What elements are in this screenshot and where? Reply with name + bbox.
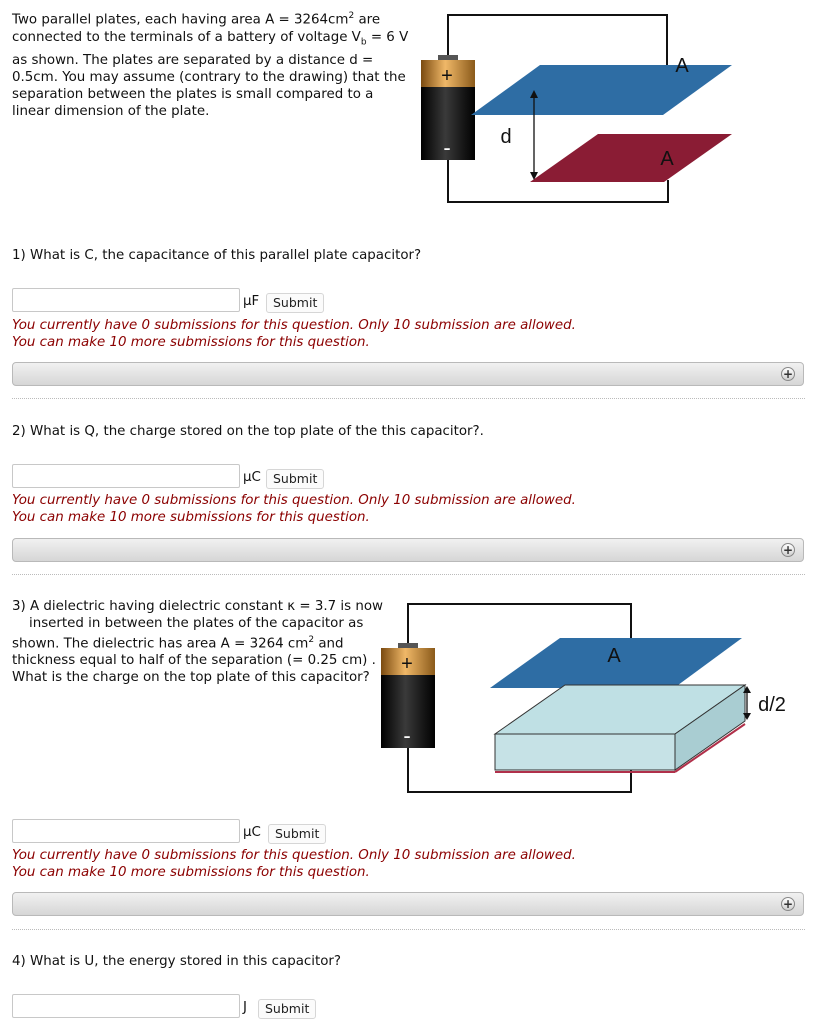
label-half-separation: d/2 — [758, 694, 786, 716]
dielectric-slab — [495, 685, 745, 770]
question-1-text: 1) What is C, the capacitance of this parallel plate capacitor? — [12, 248, 422, 263]
label-area-bottom: A — [660, 148, 674, 170]
expand-plus-icon[interactable]: + — [782, 897, 794, 911]
divider — [12, 398, 805, 399]
question-1-submit-button[interactable]: Submit — [266, 293, 324, 313]
expand-plus-icon[interactable]: + — [782, 367, 794, 381]
question-2-unit: μC — [243, 470, 261, 485]
label-area-top: A — [607, 645, 621, 667]
label-area-top: A — [675, 55, 689, 77]
battery — [381, 643, 435, 748]
question-2-submit-button[interactable]: Submit — [266, 469, 324, 489]
question-1-unit: μF — [243, 294, 260, 309]
minus-sign: - — [403, 723, 411, 748]
question-4-submit-button[interactable]: Submit — [258, 999, 316, 1019]
question-3-unit: μC — [243, 825, 261, 840]
question-1-hint-bar[interactable] — [12, 362, 804, 386]
capacitor-figure-1 — [410, 10, 740, 210]
question-3-submission-status: You currently have 0 submissions for this question. Only 10 submission are allowed. You can make 10 more submissions for this question. — [12, 848, 576, 880]
question-4-unit: J — [243, 1000, 247, 1015]
plus-sign: + — [441, 65, 453, 87]
battery — [421, 55, 475, 160]
divider — [12, 574, 805, 575]
question-3-text: 3) A dielectric having dielectric constant κ = 3.7 is now inserted in between the plates of the capacitor as shown. The dielectric has area A = 3264 $cm^2$ and thickness equal to half of the separation (= 0.25 cm) . What is the charge on the top plate of this capacitor? — [12, 599, 383, 686]
capacitor-figure-2 — [370, 598, 800, 798]
question-1-answer-input[interactable] — [12, 288, 240, 312]
question-3-answer-input[interactable] — [12, 819, 240, 843]
top-plate — [471, 65, 732, 115]
divider — [12, 929, 805, 930]
question-2-answer-input[interactable] — [12, 464, 240, 488]
bottom-plate — [530, 134, 732, 182]
problem-statement: Two parallel plates, each having area $A = 3264cm^2$ are connected to the terminals of a battery of voltage $V_b = 6$ V as shown. The plates are separated by a distance d = 0.5cm. You may assume (contrary to the drawing) that the separation between the plates is small compared to a linear dimension of the plate. — [12, 11, 409, 120]
expand-plus-icon[interactable]: + — [782, 543, 794, 557]
question-4-text: 4) What is U, the energy stored in this capacitor? — [12, 954, 342, 969]
question-4-answer-input[interactable] — [12, 994, 240, 1018]
question-3-submit-button[interactable]: Submit — [268, 824, 326, 844]
label-d: d — [500, 126, 512, 148]
minus-sign: - — [443, 135, 451, 160]
question-2-text: 2) What is Q, the charge stored on the top plate of the this capacitor?. — [12, 424, 484, 439]
question-3-hint-bar[interactable] — [12, 892, 804, 916]
question-2-submission-status: You currently have 0 submissions for this question. Only 10 submission are allowed. You can make 10 more submissions for this question. — [12, 493, 576, 525]
question-2-hint-bar[interactable] — [12, 538, 804, 562]
plus-sign: + — [401, 653, 413, 675]
question-1-submission-status: You currently have 0 submissions for this question. Only 10 submission are allowed. You can make 10 more submissions for this question. — [12, 318, 576, 350]
